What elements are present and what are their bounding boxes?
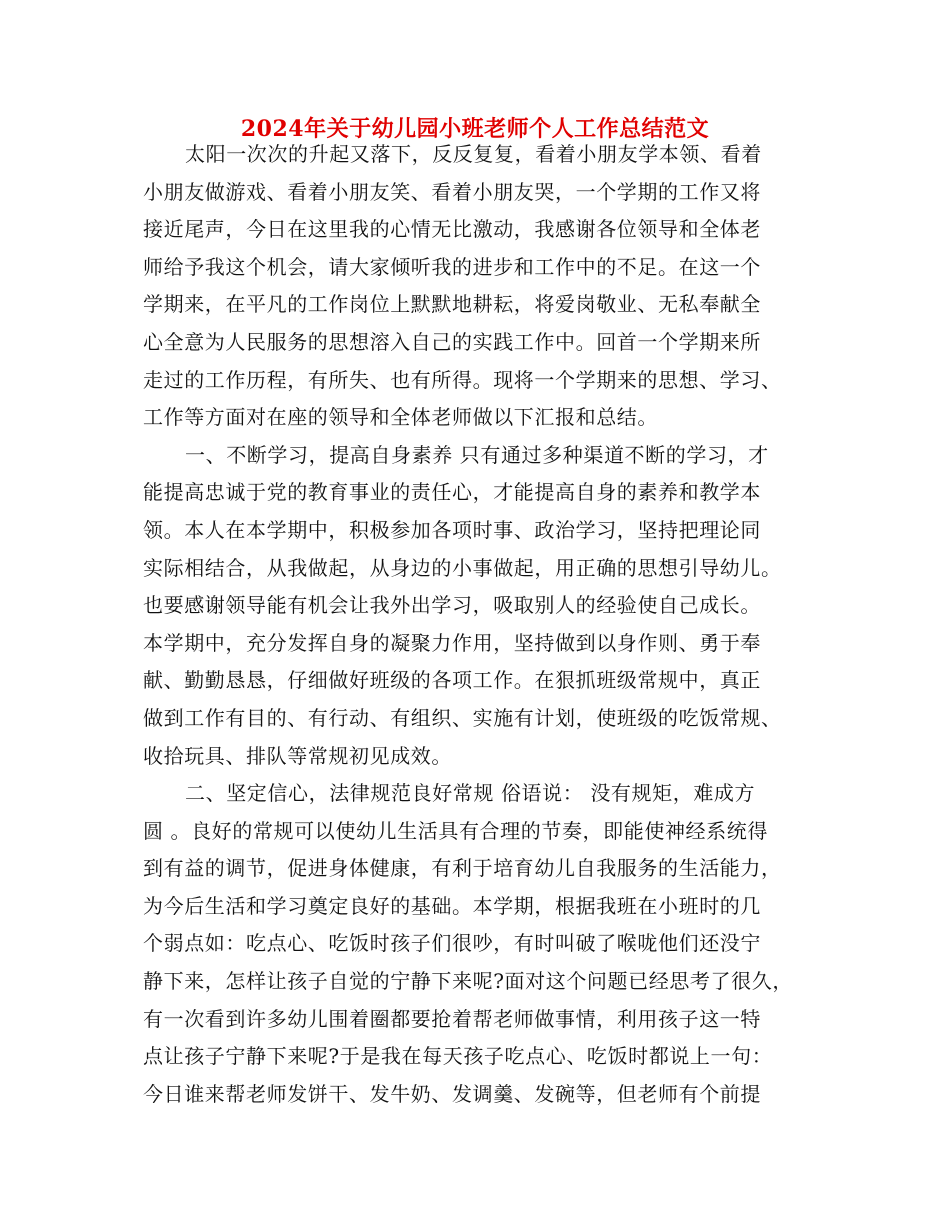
body-line: 本学期中，充分发挥自身的凝聚力作用，坚持做到以身作则、勇于奉 — [143, 630, 761, 655]
body-line: 圆 。良好的常规可以使幼儿生活具有合理的节奏，即能使神经系统得 — [143, 818, 768, 843]
body-line: 实际相结合，从我做起，从身边的小事做起，用正确的思想引导幼儿。 — [143, 555, 782, 580]
body-line: 做到工作有目的、有行动、有组织、实施有计划，使班级的吃饭常规、 — [143, 705, 782, 730]
body-line: 有一次看到许多幼儿围着圈都要抢着帮老师做事情，利用孩子这一特 — [143, 1006, 761, 1031]
body-line: 师给予我这个机会，请大家倾听我的进步和工作中的不足。在这一个 — [143, 254, 761, 279]
body-line: 走过的工作历程，有所失、也有所得。现将一个学期来的思想、学习、 — [143, 367, 782, 392]
body-line: 学期来，在平凡的工作岗位上默默地耕耘，将爱岗敬业、无私奉献全 — [143, 292, 761, 317]
body-line: 也要感谢领导能有机会让我外出学习，吸取别人的经验使自己成长。 — [143, 593, 761, 618]
body-line: 二、坚定信心，法律规范良好常规 俗语说： 没有规矩，难成方 — [185, 781, 756, 806]
body-line: 工作等方面对在座的领导和全体老师做以下汇报和总结。 — [143, 405, 658, 430]
body-line: 能提高忠诚于党的教育事业的责任心，才能提高自身的素养和教学本 — [143, 480, 761, 505]
body-line: 太阳一次次的升起又落下，反反复复，看着小朋友学本领、看着 — [185, 142, 762, 166]
body-line: 心全意为人民服务的思想溶入自己的实践工作中。回首一个学期来所 — [143, 329, 761, 354]
body-line: 收拾玩具、排队等常规初见成效。 — [143, 743, 452, 768]
body-line: 点让孩子宁静下来呢?于是我在每天孩子吃点心、吃饭时都说上一句： — [143, 1044, 773, 1069]
body-line: 献、勤勤恳恳，仔细做好班级的各项工作。在狠抓班级常规中，真正 — [143, 668, 761, 693]
body-line: 今日谁来帮老师发饼干、发牛奶、发调羹、发碗等，但老师有个前提 — [143, 1081, 761, 1106]
body-line: 领。本人在本学期中，积极参加各项时事、政治学习，坚持把理论同 — [143, 517, 761, 542]
body-line: 为今后生活和学习奠定良好的基础。本学期，根据我班在小班时的几 — [143, 893, 761, 918]
body-line: 一、不断学习，提高自身素养 只有通过多种渠道不断的学习，才 — [185, 442, 769, 467]
body-line: 小朋友做游戏、看着小朋友笑、看着小朋友哭，一个学期的工作又将 — [143, 179, 761, 204]
body-line: 接近尾声，今日在这里我的心情无比激动，我感谢各位领导和全体老 — [143, 217, 761, 242]
document-title: 2024年关于幼儿园小班老师个人工作总结范文 — [240, 116, 710, 142]
body-line: 个弱点如：吃点心、吃饭时孩子们很吵，有时叫破了喉咙他们还没宁 — [143, 931, 761, 956]
body-line: 到有益的调节，促进身体健康，有利于培育幼儿自我服务的生活能力， — [143, 856, 782, 881]
body-line: 静下来，怎样让孩子自觉的宁静下来呢?面对这个问题已经思考了很久， — [143, 969, 793, 994]
document-body — [143, 136, 823, 1113]
